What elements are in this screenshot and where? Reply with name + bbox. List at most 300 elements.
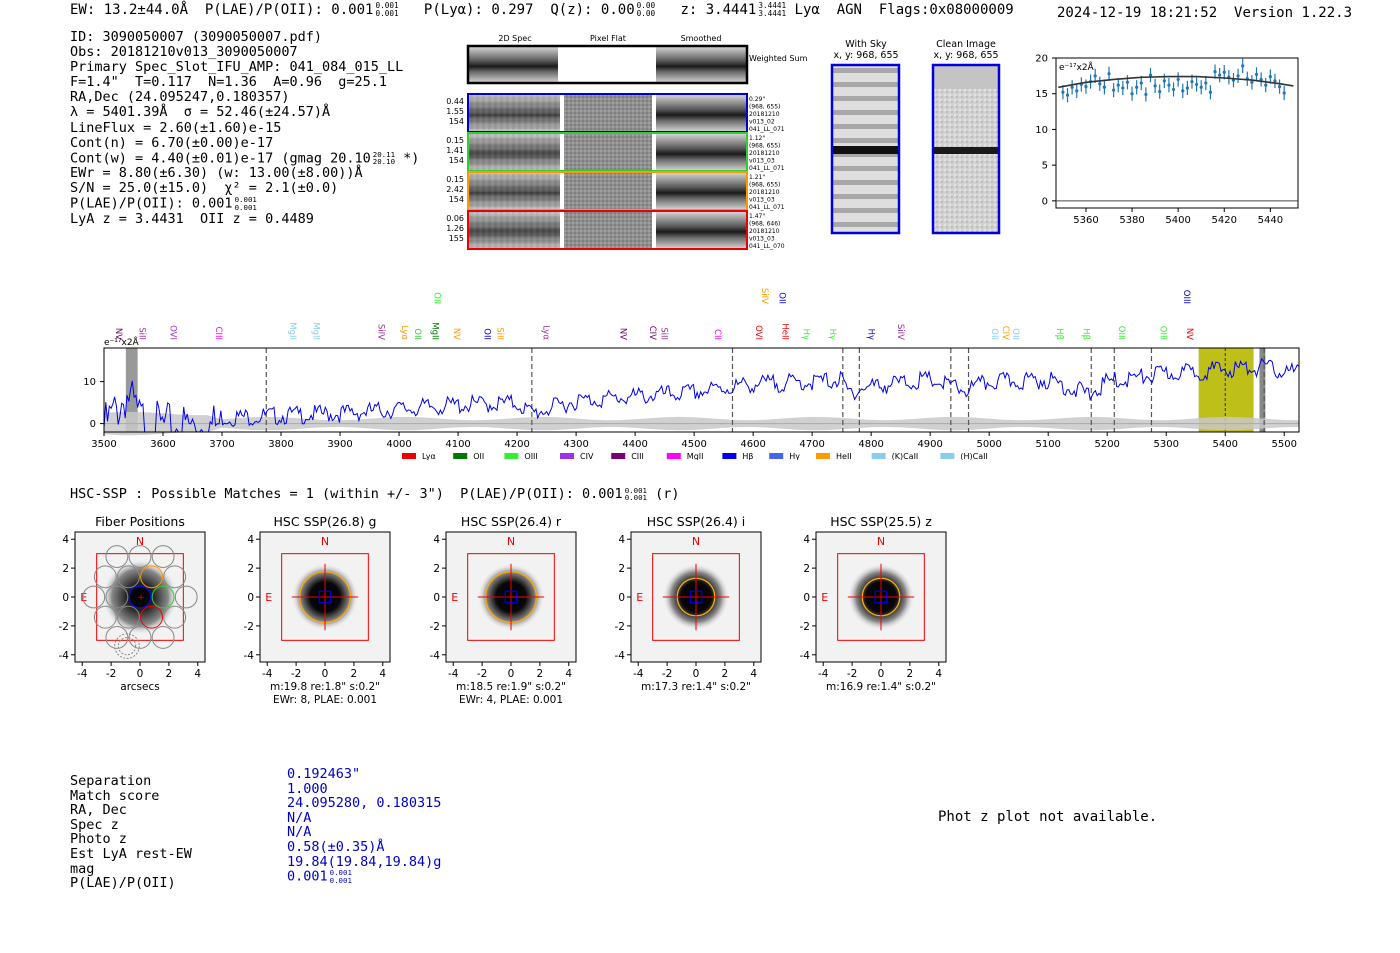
info-contw-lo: 20.10 [372, 157, 396, 167]
cutout-right-3-2: 20181210 [749, 228, 780, 235]
spec-line-label-text-16: CIV [646, 325, 657, 340]
spec-line-label-text-25: Hγ [865, 328, 876, 340]
weighted-sum-cutout [468, 46, 747, 83]
spec-xtick-label-4: 3900 [327, 439, 353, 450]
spec-line-label-29 [1010, 328, 1020, 340]
spec-line-label-text-6: SiIV [375, 323, 386, 340]
spec-xtick-label-8: 4300 [563, 439, 589, 450]
cutout-right-1-4: 041_LL_071 [749, 165, 785, 172]
zoom-point-46 [1273, 79, 1276, 82]
hsc-panel-title-1: HSC SSP(26.8) g [273, 514, 377, 529]
spec-line-label-text-21: OVI [753, 325, 764, 340]
spec-legend-swatch-7 [769, 453, 783, 459]
info-plae-lo: 0.001 [234, 202, 257, 212]
zoom-point-41 [1250, 81, 1253, 84]
spec-line-label-8 [412, 328, 422, 340]
spec-legend-swatch-6 [722, 453, 736, 459]
zoom-point-8 [1098, 82, 1101, 85]
hsc-header-lo: 0.001 [624, 493, 647, 502]
cutout-left-1-2: 154 [448, 156, 464, 165]
clean-title: Clean Image [936, 39, 996, 50]
spec-xtick-label-2: 3700 [209, 439, 235, 450]
spec-line-label-14 [541, 325, 551, 340]
zoom-xtick-label-4: 5440 [1257, 215, 1284, 226]
cutout-right-1-0: 1.12" [749, 135, 766, 142]
zoom-point-26 [1181, 89, 1184, 92]
spec-legend-label-3: CIV [580, 452, 594, 460]
spec-ylabel: e⁻¹⁷x2Å [104, 338, 139, 348]
spec-line-label-text-35: OIII [1181, 289, 1191, 304]
hsc-ytick-label-0-0: -4 [58, 649, 69, 662]
cutout-left-0-2: 154 [448, 117, 464, 126]
hsc-ytick-label-4-0: -4 [799, 649, 810, 662]
hsc-header-text: HSC-SSP : Possible Matches = 1 (within +/- 3") P(LAE)/P(OII): 0.001 [70, 486, 623, 502]
spec-line-label-25 [865, 329, 875, 340]
hsc-ytick-label-1-0: -4 [243, 649, 254, 662]
cutout-title-smooth: Smoothed [680, 34, 722, 43]
hsc-xtick-label-3-2: 0 [692, 668, 700, 680]
cutout-right-3-1: (968, 646) [749, 220, 781, 228]
header-flags: Flags:0x08000009 [878, 2, 1014, 18]
hsc-ytick-label-1-3: 2 [247, 563, 254, 576]
match-label-mag: mag [70, 860, 95, 877]
hsc-north-4: N [876, 535, 886, 548]
cutout-right-1-2: 20181210 [749, 150, 780, 157]
hsc-xtick-label-1-1: -2 [290, 668, 302, 680]
info-fwhm: F=1.4" T=0.117 N=1.36 A=0.96 g=25.1 [70, 74, 387, 91]
header-plya: P(Lyα): 0.297 [423, 2, 534, 18]
spec-xtick-label-7: 4200 [504, 439, 530, 450]
header-agn: AGN [836, 2, 862, 18]
header-z-lo: 3.4441 [758, 9, 787, 18]
zoom-point-18 [1144, 93, 1147, 96]
zoom-ytick-label-0: 0 [1041, 196, 1048, 208]
spec-line-label-text-0: NV [112, 327, 123, 340]
zoom-point-35 [1223, 71, 1226, 74]
spec-line-label-text-28: CIV [999, 325, 1010, 340]
zoom-point-44 [1264, 84, 1267, 87]
spec-line-label-24 [827, 329, 837, 340]
info-contw: Cont(w) = 4.40(±0.01)e-17 (gmag 20.10 [70, 150, 371, 167]
spec-legend-swatch-0 [402, 453, 416, 459]
cutout-smooth-3 [656, 211, 747, 249]
header-z: z: 3.4441 [680, 2, 757, 18]
spec-line-label-15 [617, 328, 627, 340]
zoom-point-31 [1204, 81, 1207, 84]
match-value-radec: 24.095280, 0.180315 [287, 795, 442, 812]
zoom-xtick-label-0: 5360 [1073, 215, 1099, 226]
hsc-xtick-label-4-3: 2 [906, 668, 914, 680]
hsc-xtick-label-1-4: 4 [379, 668, 387, 680]
hsc-north-3: N [691, 535, 701, 548]
spec-line-label-0 [113, 328, 123, 340]
spec-legend-swatch-1 [453, 453, 467, 459]
spec-xtick-label-17: 5200 [1094, 439, 1120, 450]
spec-line-label-10 [432, 292, 442, 304]
info-lyaz: LyA z = 3.4431 OII z = 0.4489 [70, 210, 314, 227]
hsc-panel-3 [615, 514, 761, 693]
spec-xtick-label-18: 5300 [1153, 439, 1179, 450]
spec-line-label-5 [311, 322, 321, 340]
info-contn: Cont(n) = 6.70(±0.00)e-17 [70, 134, 274, 151]
zoom-ytick-label-1: 5 [1041, 160, 1048, 172]
hsc-ytick-label-4-2: 0 [803, 592, 810, 604]
match-label-score: Match score [70, 787, 160, 804]
hsc-ytick-label-3-2: 0 [618, 592, 625, 604]
match-value-plae-lo: 0.001 [329, 875, 352, 885]
clean-xy: x, y: 968, 655 [933, 50, 999, 61]
spec-line-label-21 [753, 325, 763, 340]
cutout-row-2 [446, 172, 785, 211]
weighted-sum-label [749, 54, 808, 63]
hsc-north-0: N [135, 535, 145, 548]
info-contw-hi: 20.11 [372, 149, 396, 159]
hsc-east-2: E [451, 591, 459, 604]
hsc-xtick-label-4-1: -2 [846, 668, 858, 680]
spec-line-label-text-14: Lyα [540, 325, 551, 340]
hsc-xtick-label-0-0: -4 [76, 668, 88, 680]
info-plae: P(LAE)/P(OII): 0.001 [70, 195, 233, 212]
spec-ytick-label-1: 10 [83, 377, 96, 389]
hsc-ytick-label-1-2: 0 [247, 592, 254, 604]
zoom-point-15 [1130, 92, 1133, 95]
spec-line-label-7 [399, 325, 409, 340]
spec-line-label-2 [168, 325, 178, 340]
spec-line-label-4 [287, 322, 297, 340]
match-label-photoz: Photo z [70, 831, 127, 848]
zoom-point-48 [1283, 91, 1286, 94]
hsc-ytick-label-2-2: 0 [433, 592, 440, 604]
hsc-caption1-3: m:17.3 re:1.4" s:0.2" [641, 681, 751, 693]
hsc-east-3: E [636, 591, 644, 604]
hsc-xtick-label-4-2: 0 [877, 668, 885, 680]
spec-line-label-text-20: OII [776, 292, 787, 304]
spec-xtick-label-5: 4000 [386, 439, 412, 450]
spec-line-label-9 [430, 322, 440, 340]
header-ew: EW: 13.2±44.0Å [70, 2, 189, 18]
zoom-point-32 [1209, 91, 1212, 94]
spec-line-label-text-26: SiIV [894, 323, 905, 340]
zoom-point-11 [1112, 89, 1115, 92]
hsc-xtick-label-4-0: -4 [817, 668, 829, 680]
hsc-ytick-label-3-1: -2 [614, 620, 625, 633]
spec-line-label-1 [137, 327, 147, 340]
header-qz-lo: 0.00 [636, 9, 656, 18]
cutout-right-2-2: 20181210 [749, 189, 780, 196]
spec-line-label-text-30: Hβ [1054, 328, 1065, 340]
hsc-panel-2 [430, 514, 576, 706]
match-value-separation: 0.192463" [287, 766, 361, 782]
zoom-point-5 [1084, 85, 1087, 88]
cutout-right-3-3: v013_03 [749, 235, 775, 243]
hsc-header-hi: 0.001 [624, 485, 647, 495]
hsc-ytick-label-4-1: -2 [799, 620, 810, 633]
cutout-row-1 [446, 133, 785, 172]
match-value-mag: 19.84(19.84,19.84)g [287, 853, 442, 870]
match-value-plae-row [287, 869, 441, 884]
hsc-panel-title-3: HSC SSP(26.4) i [646, 514, 746, 529]
zoom-ylabel: e⁻¹⁷x2Å [1059, 63, 1094, 73]
spec-line-label-text-18: CII [711, 329, 722, 340]
spec-legend-swatch-10 [940, 453, 954, 459]
hsc-ytick-label-1-1: -2 [243, 620, 254, 633]
zoom-point-7 [1094, 74, 1097, 77]
spec-xtick-label-13: 4800 [858, 439, 884, 450]
cutout-left-2-1: 2.42 [446, 185, 464, 194]
spec-line-label-3 [213, 327, 223, 340]
zoom-point-42 [1255, 73, 1258, 76]
hsc-ytick-label-2-4: 4 [433, 534, 440, 547]
spec-line-label-30 [1054, 328, 1064, 340]
spec-line-label-text-4: MgII [286, 322, 297, 340]
spec-line-label-11 [451, 328, 461, 340]
cutout-left-2-0: 0.15 [446, 175, 464, 184]
spec-line-label-text-7: Lyα [399, 325, 410, 340]
zoom-point-20 [1154, 84, 1157, 87]
header-qz-hi: 0.00 [636, 1, 656, 11]
cutout-smooth-0 [656, 94, 747, 132]
spec-legend-swatch-9 [872, 453, 886, 459]
zoom-point-22 [1163, 79, 1166, 82]
cutout-right-0-1: (968, 655) [749, 103, 781, 111]
zoom-point-9 [1103, 86, 1106, 89]
match-values [287, 767, 441, 884]
cutout-right-2-4: 041_LL_071 [749, 204, 785, 211]
match-value-plae-hi: 0.001 [329, 868, 352, 878]
zoom-point-3 [1075, 89, 1078, 92]
spec-legend-label-8: HeII [836, 452, 852, 460]
hsc-xtick-label-1-2: 0 [321, 668, 329, 680]
spec-legend-label-7: Hγ [789, 452, 800, 460]
cutout-left-3-2: 155 [448, 234, 464, 243]
match-label-plae: P(LAE)/P(OII) [70, 875, 176, 892]
spec-legend-swatch-3 [560, 453, 574, 459]
info-plae-row [70, 196, 419, 212]
zoom-point-47 [1278, 85, 1281, 88]
zoom-xtick-label-3: 5420 [1211, 215, 1237, 226]
cutout-right-0-4: 041_LL_071 [749, 126, 785, 133]
spec-xtick-label-9: 4400 [622, 439, 648, 450]
info-lineflux: LineFlux = 2.60(±1.60)e-15 [70, 119, 282, 136]
header-timestamp: 2024-12-19 18:21:52 [1057, 5, 1218, 21]
hsc-panel-title-2: HSC SSP(26.4) r [460, 514, 562, 529]
zoom-ytick-label-2: 10 [1035, 124, 1048, 136]
hsc-east-0: E [80, 591, 88, 604]
spec-line-label-text-10: OII [431, 292, 442, 304]
match-value-photoz: N/A [287, 824, 312, 841]
hsc-xtick-label-0-1: -2 [105, 668, 117, 680]
header-plae-hi: 0.001 [375, 1, 399, 11]
with-sky-image [832, 65, 899, 233]
hsc-caption2-1: EWr: 8, PLAE: 0.001 [272, 694, 378, 706]
hsc-ytick-label-0-1: -2 [58, 620, 69, 633]
hsc-xtick-label-2-3: 2 [536, 668, 544, 680]
spec-line-label-33 [1157, 326, 1167, 340]
line-zoom-chart [1020, 52, 1310, 232]
info-plae-hi: 0.001 [234, 195, 257, 205]
cutout-left-1-0: 0.15 [446, 136, 464, 145]
zoom-point-30 [1200, 86, 1203, 89]
hsc-xtick-label-2-1: -2 [476, 668, 488, 680]
zoom-point-13 [1121, 86, 1124, 89]
hsc-north-1: N [320, 535, 330, 548]
info-radec: RA,Dec (24.095247,0.180357) [70, 89, 290, 106]
spec-legend-swatch-2 [504, 453, 518, 459]
spec-line-label-text-32: OIII [1116, 325, 1127, 340]
hsc-caption1-2: m:18.5 re:1.9" s:0.2" [456, 681, 566, 693]
hsc-xtick-label-3-1: -2 [661, 668, 673, 680]
info-contw-end: *) [403, 150, 420, 167]
hsc-east-4: E [821, 591, 829, 604]
cutout-right-2-1: (968, 655) [749, 181, 781, 189]
spec-line-label-19 [759, 288, 769, 304]
hsc-ytick-label-4-4: 4 [803, 534, 810, 547]
zoom-point-21 [1158, 90, 1161, 93]
zoom-point-27 [1186, 86, 1189, 89]
spec-line-label-27 [989, 328, 999, 340]
spec-xtick-label-3: 3800 [268, 439, 294, 450]
match-label-radec: RA, Dec [70, 802, 127, 819]
spec-legend-label-6: Hβ [742, 452, 754, 460]
hsc-xtick-label-0-4: 4 [194, 668, 202, 680]
spec-xtick-label-1: 3600 [150, 439, 176, 450]
hsc-north-2: N [506, 535, 516, 548]
header-summary [70, 2, 1014, 18]
spec-legend-swatch-8 [816, 453, 830, 459]
hsc-xtick-label-2-4: 4 [565, 668, 573, 680]
spec-line-label-22 [780, 323, 790, 340]
hsc-xtick-label-2-2: 0 [507, 668, 515, 680]
zoom-point-24 [1172, 88, 1175, 91]
cutout-right-0-3: v013_02 [749, 118, 775, 126]
spec-legend-swatch-5 [667, 453, 681, 459]
info-id: ID: 3090050007 (3090050007.pdf) [70, 29, 322, 45]
hsc-xtick-label-2-0: -4 [447, 668, 459, 680]
match-label-separation: Separation [70, 773, 152, 789]
info-ewr: EWr = 8.80(±6.30) (w: 13.00(±8.00))Å [70, 165, 363, 182]
spec-xtick-label-10: 4500 [681, 439, 707, 450]
spec-line-label-text-29: OII [1009, 328, 1020, 340]
spec-xtick-label-20: 5500 [1271, 439, 1297, 450]
cutout-right-1-3: v013_03 [749, 157, 775, 165]
match-value-specz: N/A [287, 809, 312, 826]
cutout-left-3-1: 1.26 [446, 224, 464, 233]
header-timestamp-version [1057, 5, 1352, 21]
spec-line-label-31 [1081, 328, 1091, 340]
hsc-header [70, 486, 680, 502]
cutout-right-3-4: 041_LL_070 [749, 243, 785, 250]
header-qz: Q(z): 0.00 [550, 2, 635, 18]
hsc-header-end: (r) [655, 486, 680, 502]
spec-line-label-20 [777, 292, 787, 304]
spec-xtick-label-11: 4600 [740, 439, 766, 450]
match-value-plae: 0.001 [287, 868, 328, 885]
match-label-ew: Est LyA rest-EW [70, 845, 192, 862]
spec-legend-label-0: Lyα [422, 452, 436, 460]
spec-line-label-17 [659, 327, 669, 340]
cutout-right-2-0: 1.21" [749, 174, 766, 181]
zoom-point-12 [1117, 84, 1120, 87]
zoom-point-17 [1140, 81, 1143, 84]
spec-line-label-12 [482, 328, 492, 340]
header-plae: P(LAE)/P(OII): 0.001 [204, 2, 374, 18]
hsc-xtick-label-0-2: 0 [136, 668, 144, 680]
cutout-title-flat: Pixel Flat [590, 34, 626, 43]
hsc-ytick-label-1-4: 4 [247, 534, 254, 547]
cutout-right-0-2: 20181210 [749, 111, 780, 118]
hsc-xtick-label-3-4: 4 [750, 668, 758, 680]
with-sky-title: With Sky [845, 39, 887, 50]
spec-legend-label-10: (H)CaII [960, 452, 988, 460]
spec-xtick-label-12: 4700 [799, 439, 825, 450]
zoom-point-0 [1061, 91, 1064, 94]
zoom-point-2 [1071, 86, 1074, 89]
spec-line-label-text-8: OII [412, 328, 422, 340]
zoom-xtick-label-2: 5400 [1165, 215, 1191, 226]
sky-cutouts [826, 36, 1006, 238]
info-lambda: λ = 5401.39Å σ = 52.46(±24.57)Å [70, 104, 331, 121]
match-value-ew: 0.58(±0.35)Å [287, 838, 385, 855]
cutout-row-0 [446, 94, 785, 133]
info-primary: Primary Spec_Slot_IFU_AMP: 041_084_015_LL [70, 59, 404, 76]
spec-line-label-18 [712, 329, 722, 340]
hsc-panel-1 [244, 514, 390, 706]
zoom-point-14 [1126, 81, 1129, 84]
cutout-smooth-1 [656, 133, 747, 171]
hsc-caption1-4: m:16.9 re:1.4" s:0.2" [826, 681, 936, 693]
cutout-row-3 [446, 211, 785, 250]
hsc-ytick-label-0-2: 0 [62, 592, 69, 604]
spec-line-label-text-34: NV [1183, 327, 1194, 340]
hsc-xtick-label-0-3: 2 [165, 668, 173, 680]
cutout-flat-0 [564, 94, 652, 132]
spec-line-label-26 [895, 324, 905, 340]
cutout-left-3-0: 0.06 [446, 214, 464, 223]
match-value-score: 1.000 [287, 780, 328, 797]
zoom-point-33 [1213, 70, 1216, 73]
spec-line-label-32 [1116, 326, 1126, 340]
zoom-point-34 [1218, 74, 1221, 77]
with-sky-xy: x, y: 968, 655 [833, 50, 899, 61]
spec-line-label-text-1: SiII [136, 327, 147, 340]
spec-xtick-label-6: 4100 [445, 439, 471, 450]
zoom-point-39 [1241, 64, 1244, 67]
spec-line-label-text-2: OVI [167, 325, 178, 340]
hsc-ytick-label-0-4: 4 [62, 534, 69, 547]
photz-message: Phot z plot not available. [938, 809, 1158, 825]
hsc-east-1: E [265, 591, 273, 604]
hsc-panels [40, 510, 980, 735]
spec-line-label-34 [1184, 328, 1194, 340]
full-spectrum-chart [80, 278, 1310, 460]
hsc-ytick-label-4-3: 2 [803, 563, 810, 576]
hsc-ytick-label-3-0: -4 [614, 649, 625, 662]
spec-xtick-label-15: 5000 [976, 439, 1002, 450]
spec-line-label-text-11: NV [451, 327, 461, 340]
hsc-ytick-label-2-1: -2 [429, 620, 440, 633]
zoom-ytick-label-3: 15 [1035, 89, 1048, 101]
cutout-right-0-0: 0.29" [749, 96, 766, 103]
spec-line-label-35 [1181, 290, 1191, 304]
spec-legend-label-4: CIII [631, 452, 644, 460]
info-contw-row [70, 151, 419, 167]
spectral-cutouts [440, 30, 820, 256]
spec-legend-label-1: OII [473, 452, 485, 460]
spec-line-label-text-24: Hγ [826, 328, 837, 340]
info-obs: Obs: 20181210v013_3090050007 [70, 44, 298, 61]
weighted-sum-text: Weighted Sum [749, 54, 808, 63]
spec-line-label-16 [647, 326, 657, 340]
